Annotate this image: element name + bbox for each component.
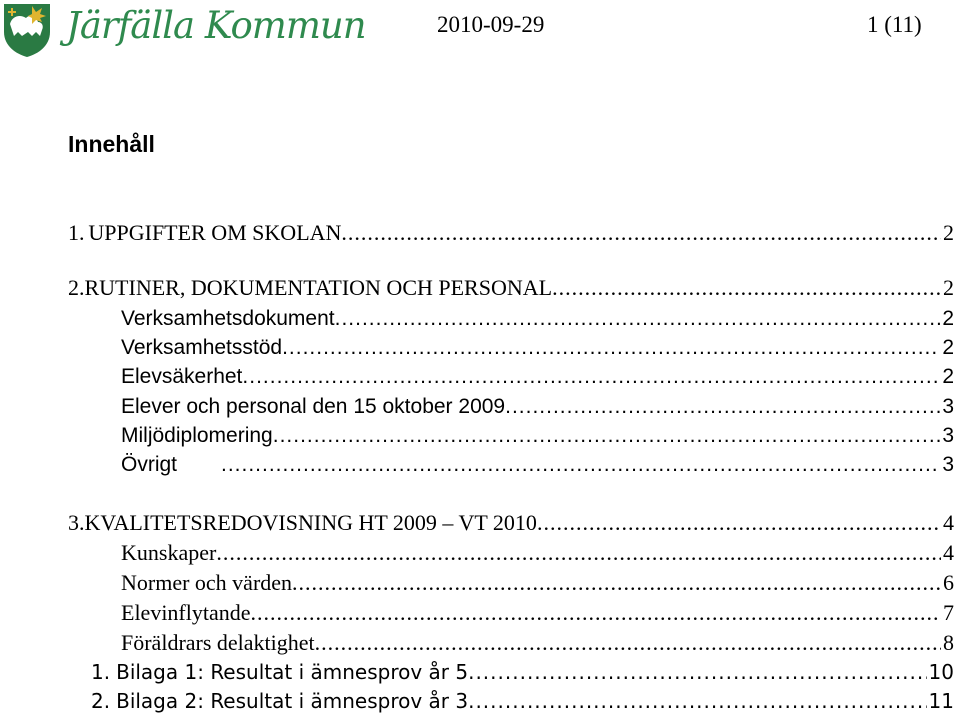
toc-entry-page: 10 xyxy=(928,660,954,684)
toc-entry-page: 4 xyxy=(943,540,954,565)
toc-entry[interactable] xyxy=(121,365,954,389)
toc-dot-leader xyxy=(292,570,941,596)
toc-entry-number: 3. xyxy=(68,510,85,535)
toc-dot-leader xyxy=(282,336,940,360)
toc-entry[interactable] xyxy=(121,540,954,566)
page-number: 1 (11) xyxy=(867,12,922,37)
toc-entry-page: 2 xyxy=(942,336,954,359)
toc-entry-page: 8 xyxy=(943,630,954,655)
toc-entry-number: 1. xyxy=(68,220,85,245)
toc-entry-number: 2. xyxy=(91,689,111,713)
toc-dot-leader xyxy=(552,275,941,301)
toc-entry-page: 2 xyxy=(942,365,954,388)
toc-entry-label: Verksamhetsdokument xyxy=(121,307,335,330)
document-date: 2010-09-29 xyxy=(437,12,545,37)
toc-dot-leader xyxy=(315,630,941,656)
toc-entry[interactable] xyxy=(121,570,954,596)
toc-entry-number: 1. xyxy=(91,660,111,684)
toc-dot-leader xyxy=(273,424,941,448)
toc-entry-label: Bilaga 2: Resultat i ämnesprov år 3 xyxy=(116,689,469,713)
logo-wordmark: Järfälla Kommun xyxy=(66,4,366,47)
toc-entry-label: RUTINER, DOKUMENTATION OCH PERSONAL xyxy=(84,275,553,300)
toc-entry[interactable] xyxy=(68,275,954,301)
toc-entry-page: 3 xyxy=(942,424,954,447)
toc-entry[interactable] xyxy=(121,395,954,419)
toc-dot-leader xyxy=(468,689,926,713)
toc-entry-label: KVALITETSREDOVISNING HT 2009 – VT 2010 xyxy=(84,510,537,535)
toc-entry-page: 2 xyxy=(943,275,954,300)
toc-entry[interactable] xyxy=(121,630,954,656)
toc-entry-label: Övrigt xyxy=(121,453,178,476)
toc-dot-leader xyxy=(216,540,941,566)
toc-entry-label: Normer och värden xyxy=(121,570,293,595)
toc-entry[interactable] xyxy=(121,424,954,448)
toc-dot-leader xyxy=(335,307,941,331)
toc-entry-number: 2. xyxy=(68,275,85,300)
toc-entry-page: 2 xyxy=(943,220,954,245)
toc-entry[interactable] xyxy=(121,600,954,626)
toc-entry-label: Verksamhetsstöd xyxy=(121,336,283,359)
toc-entry[interactable] xyxy=(121,336,954,360)
toc-dot-leader xyxy=(505,395,940,419)
toc-entry[interactable] xyxy=(91,689,954,713)
toc-entry-page: 3 xyxy=(942,453,954,476)
toc-entry-label: Föräldrars delaktighet xyxy=(121,630,315,655)
toc-dot-leader xyxy=(242,365,940,389)
toc-dot-leader xyxy=(341,220,941,246)
toc-entry[interactable] xyxy=(91,660,954,684)
toc-entry[interactable] xyxy=(68,510,954,536)
page-header xyxy=(0,0,960,60)
toc-entry-label: Elevinflytande xyxy=(121,600,251,625)
toc-entry-page: 3 xyxy=(942,395,954,418)
toc-entry-page: 6 xyxy=(943,570,954,595)
toc-entry-label: Elevsäkerhet xyxy=(121,365,243,388)
toc-entry-label: Elever och personal den 15 oktober 2009 xyxy=(121,395,506,418)
toc-dot-leader xyxy=(537,510,941,536)
toc-entry-page: 7 xyxy=(943,600,954,625)
toc-entry-label: Miljödiplomering xyxy=(121,424,273,447)
toc-dot-leader xyxy=(221,453,940,477)
toc-entry-label: UPPGIFTER OM SKOLAN xyxy=(88,220,342,245)
toc-heading: Innehåll xyxy=(68,131,155,157)
toc-entry-page: 4 xyxy=(943,510,954,535)
toc-entry-page: 11 xyxy=(928,689,954,713)
toc-entry-label: Kunskaper xyxy=(121,540,217,565)
toc-entry-label: Bilaga 1: Resultat i ämnesprov år 5 xyxy=(116,660,469,684)
toc-entry-page: 2 xyxy=(942,307,954,330)
toc-dot-leader xyxy=(251,600,941,626)
toc-entry[interactable] xyxy=(121,307,954,331)
municipal-crest-icon xyxy=(2,2,52,58)
toc-entry[interactable] xyxy=(121,453,954,477)
toc-dot-leader xyxy=(468,660,926,684)
toc-entry[interactable] xyxy=(68,220,954,246)
